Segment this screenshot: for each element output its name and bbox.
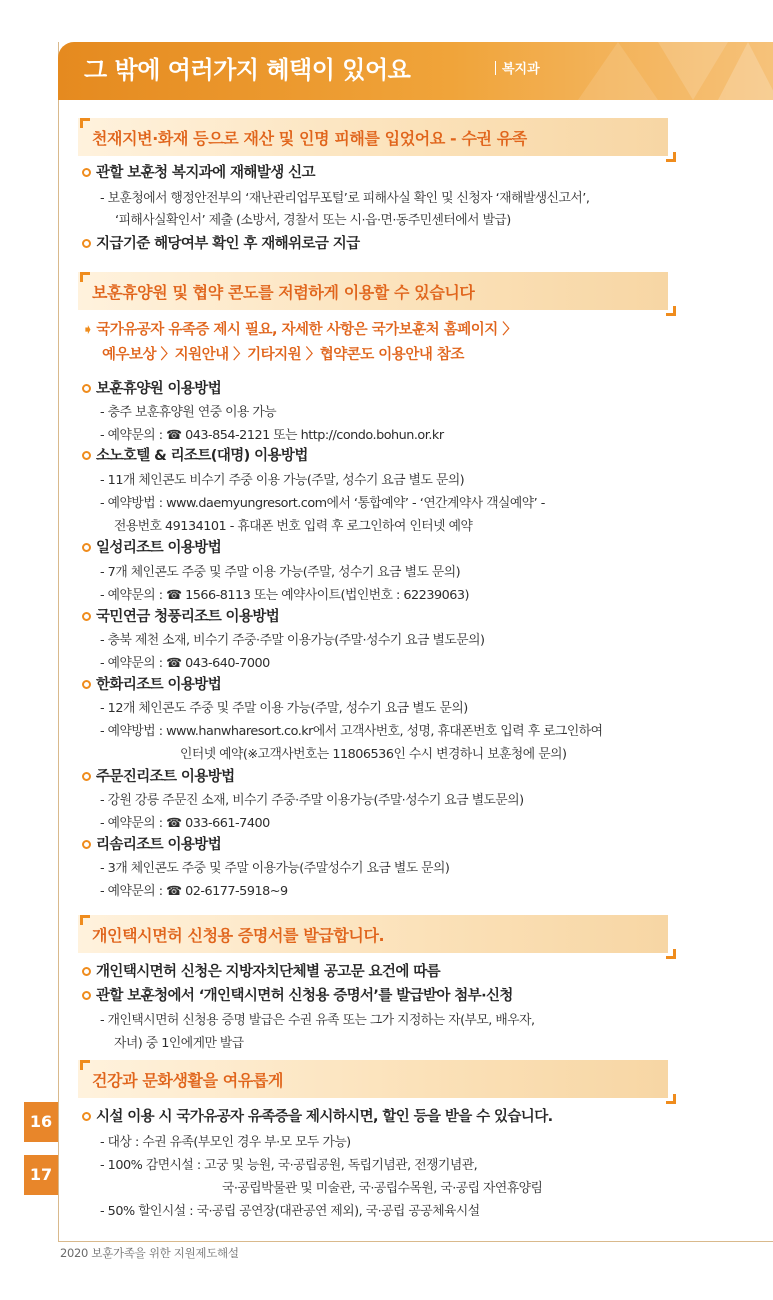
arrow-icon: ➧ [82, 322, 94, 338]
corner-mark [666, 949, 676, 959]
corner-mark [666, 306, 676, 316]
bullet-icon [82, 840, 91, 849]
note-line: ➧ 국가유공자 유족증 제시 필요, 자세한 사항은 국가보훈처 홈페이지 〉 [82, 322, 517, 338]
bullet-icon [82, 384, 91, 393]
list-item: - 100% 감면시설 : 고궁 및 능원, 국·공립공원, 독립기념관, 전쟁기념관, [100, 1158, 478, 1173]
list-item: 지급기준 해당여부 확인 후 재해위로금 지급 [82, 232, 360, 253]
list-item: - 50% 할인시설 : 국·공립 공연장(대관공연 제외), 국·공립 공공체육시설 [100, 1204, 480, 1219]
list-item: 한화리조트 이용방법 [82, 673, 221, 694]
bullet-icon [82, 451, 91, 460]
section-heading-resort [78, 272, 668, 310]
list-item: - 예약문의 : ☎ 033-661-7400 [100, 816, 270, 831]
section-heading-disaster [78, 118, 668, 156]
list-item: 소노호텔 & 리조트(대명) 이용방법 [82, 444, 308, 465]
list-item: - 12개 체인콘도 주중 및 주말 이용 가능(주말, 성수기 요금 별도 문의) [100, 701, 468, 716]
section-heading-culture [78, 1060, 668, 1098]
footer-text: 2020 보훈가족을 위한 지원제도해설 [60, 1246, 239, 1260]
corner-mark [80, 1060, 90, 1070]
bullet-icon [82, 543, 91, 552]
list-item: 전용번호 49134101 - 휴대폰 번호 입력 후 로그인하여 인터넷 예약 [114, 519, 473, 534]
list-item: - 예약문의 : ☎ 1566-8113 또는 예약사이트(법인번호 : 62239063) [100, 588, 470, 603]
department-label: 복지과 [495, 58, 540, 77]
corner-mark [666, 152, 676, 162]
bullet-icon [82, 1112, 91, 1121]
page-title: 그 밖에 여러가지 혜택이 있어요 [84, 56, 411, 84]
bullet-icon [82, 680, 91, 689]
list-item: - 보훈청에서 행정안전부의 ‘재난관리업무포털’로 피해사실 확인 및 신청자 ‘재해발생신고서’, [100, 191, 590, 206]
list-item: 국민연금 청풍리조트 이용방법 [82, 605, 279, 626]
list-item: - 7개 체인콘도 주중 및 주말 이용 가능(주말, 성수기 요금 별도 문의) [100, 565, 461, 580]
list-item: - 예약문의 : ☎ 043-640-7000 [100, 656, 270, 671]
note-line: 예우보상 〉지원안내 〉기타지원 〉협약콘도 이용안내 참조 [102, 347, 464, 363]
section-heading-text: 천재지변·화재 등으로 재산 및 인명 피해를 입었어요 - 수권 유족 [92, 129, 527, 148]
list-item: - 대상 : 수권 유족(부모인 경우 부·모 모두 가능) [100, 1135, 351, 1150]
list-item: - 예약문의 : ☎ 02-6177-5918~9 [100, 884, 288, 899]
bullet-icon [82, 168, 91, 177]
bullet-icon [82, 991, 91, 1000]
bullet-icon [82, 967, 91, 976]
bullet-icon [82, 612, 91, 621]
list-item: 보훈휴양원 이용방법 [82, 377, 221, 398]
list-item: - 개인택시면허 신청용 증명 발급은 수권 유족 또는 그가 지정하는 자(부모, 배우자, [100, 1013, 535, 1028]
section-heading-text: 건강과 문화생활을 여유롭게 [92, 1071, 284, 1090]
list-item: - 예약방법 : www.daemyungresort.com에서 ‘통합예약’ - ‘연간계약사 객실예약’ - [100, 496, 545, 511]
list-item: 관할 보훈청에서 ‘개인택시면허 신청용 증명서’를 발급받아 첨부·신청 [82, 984, 513, 1005]
list-item: 일성리조트 이용방법 [82, 536, 221, 557]
list-item: 주문진리조트 이용방법 [82, 765, 235, 786]
list-item: - 3개 체인콘도 주중 및 주말 이용가능(주말성수기 요금 별도 문의) [100, 861, 450, 876]
list-item: 관할 보훈청 복지과에 재해발생 신고 [82, 161, 315, 182]
corner-mark [80, 118, 90, 128]
page-number-left: 16 [24, 1102, 58, 1142]
corner-mark [666, 1094, 676, 1104]
list-item: - 예약방법 : www.hanwharesort.co.kr에서 고객사번호, 성명, 휴대폰번호 입력 후 로그인하여 [100, 724, 603, 739]
list-item: 개인택시면허 신청은 지방자치단체별 공고문 요건에 따름 [82, 960, 440, 981]
list-item: ‘피해사실확인서’ 제출 (소방서, 경찰서 또는 시·읍·면·동주민센터에서 발급) [115, 213, 511, 228]
bullet-icon [82, 772, 91, 781]
section-heading-taxi [78, 915, 668, 953]
list-item: - 충주 보훈휴양원 연중 이용 가능 [100, 405, 277, 420]
section-heading-text: 보훈휴양원 및 협약 콘도를 저렴하게 이용할 수 있습니다 [92, 283, 475, 302]
corner-mark [80, 272, 90, 282]
list-item: - 충북 제천 소재, 비수기 주중·주말 이용가능(주말·성수기 요금 별도문의) [100, 633, 485, 648]
list-item: 시설 이용 시 국가유공자 유족증을 제시하시면, 할인 등을 받을 수 있습니다. [82, 1105, 553, 1126]
list-item: 국·공립박물관 및 미술관, 국·공립수목원, 국·공립 자연휴양림 [222, 1181, 543, 1196]
list-item: - 강원 강릉 주문진 소재, 비수기 주중·주말 이용가능(주말·성수기 요금 별도문의) [100, 793, 524, 808]
bullet-icon [82, 239, 91, 248]
page-number-right: 17 [24, 1155, 58, 1195]
list-item: - 예약문의 : ☎ 043-854-2121 또는 http://condo.bohun.or.kr [100, 428, 444, 443]
corner-mark [80, 915, 90, 925]
list-item: 인터넷 예약(※고객사번호는 11806536인 수시 변경하니 보훈청에 문의) [180, 747, 567, 762]
list-item: 자녀) 중 1인에게만 발급 [114, 1036, 244, 1051]
section-heading-text: 개인택시면허 신청용 증명서를 발급합니다. [92, 926, 385, 945]
list-item: - 11개 체인콘도 비수기 주중 이용 가능(주말, 성수기 요금 별도 문의) [100, 473, 465, 488]
list-item: 리솜리조트 이용방법 [82, 833, 221, 854]
